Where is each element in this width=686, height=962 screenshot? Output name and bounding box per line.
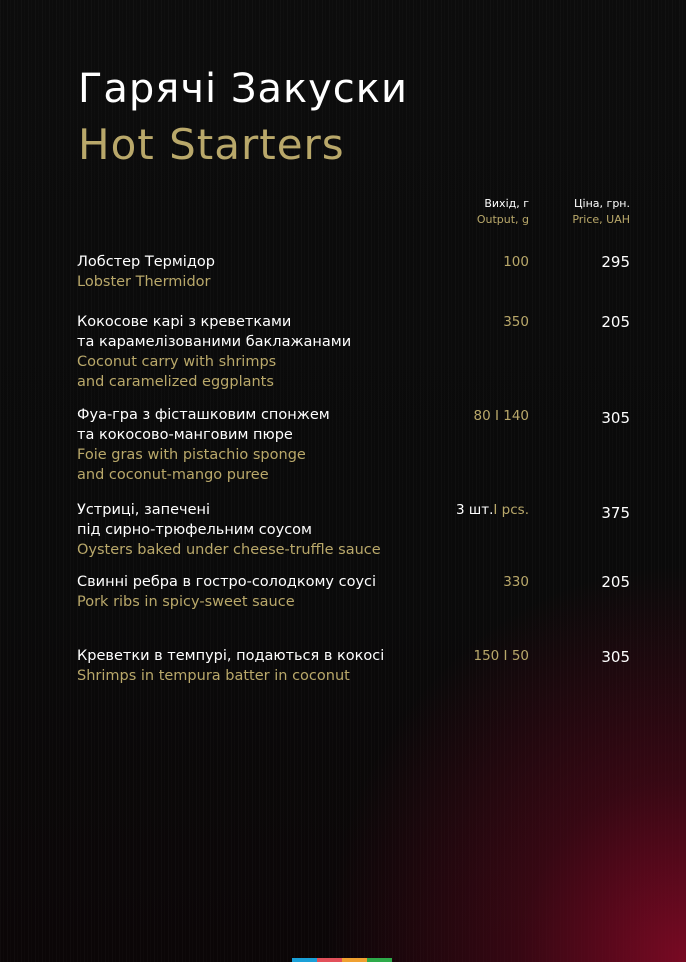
menu-item xyxy=(77,500,637,560)
menu-item xyxy=(77,252,637,292)
stripe-blue xyxy=(292,958,317,962)
dish-output-ua: 3 шт. xyxy=(456,502,494,518)
stripe-orange xyxy=(342,958,367,962)
dish-name-ua: Кокосове карі з креветками та карамелізованими баклажанами xyxy=(77,314,352,350)
dish-price: 375 xyxy=(601,504,630,522)
page-title-en: Hot Starters xyxy=(78,120,345,169)
dish-output: 150 I 50 xyxy=(473,648,529,664)
dish-name-en: Shrimps in tempura batter in coconut xyxy=(77,668,350,684)
dish-name-en: Foie gras with pistachio sponge and coconut-mango puree xyxy=(77,447,306,483)
menu-item xyxy=(77,572,637,612)
dish-name-ua: Лобстер Термідор xyxy=(77,254,215,270)
dish-price: 305 xyxy=(601,409,630,427)
dish-price: 305 xyxy=(601,648,630,666)
stripe-green xyxy=(367,958,392,962)
output-header-ua: Вихід, г xyxy=(484,197,529,210)
price-header-en: Price, UAH xyxy=(572,213,630,226)
dish-output xyxy=(456,502,529,518)
stripe-red xyxy=(317,958,342,962)
menu-item xyxy=(77,646,637,686)
dish-name-en: Pork ribs in spicy-sweet sauce xyxy=(77,594,295,610)
dish-output: 350 xyxy=(503,314,529,330)
dish-name-ua: Свинні ребра в гостро-солодкому соусі xyxy=(77,574,377,590)
dish-output: 330 xyxy=(503,574,529,590)
dish-name-en: Lobster Thermidor xyxy=(77,274,211,290)
footer-color-stripes xyxy=(292,958,392,962)
dish-price: 205 xyxy=(601,313,630,331)
dish-output-en: I pcs. xyxy=(493,502,529,518)
dish-name-en: Oysters baked under cheese-truffle sauce xyxy=(77,542,381,558)
price-header-ua: Ціна, грн. xyxy=(574,197,630,210)
dish-name-ua: Креветки в темпурі, подаються в кокосі xyxy=(77,648,385,664)
dish-name-en: Coconut carry with shrimps and caramelized eggplants xyxy=(77,354,277,390)
menu-item xyxy=(77,312,637,392)
dish-price: 295 xyxy=(601,253,630,271)
output-column-header xyxy=(477,196,529,228)
price-column-header xyxy=(572,196,630,228)
dish-price: 205 xyxy=(601,573,630,591)
dish-name-ua: Устриці, запечені під сирно-трюфельним соусом xyxy=(77,502,312,538)
dish-output: 100 xyxy=(503,254,529,270)
dish-output: 80 I 140 xyxy=(473,408,529,424)
output-header-en: Output, g xyxy=(476,213,529,226)
menu-item xyxy=(77,405,637,485)
dish-name-ua: Фуа-гра з фісташковим спонжем та кокосово-манговим пюре xyxy=(77,407,330,443)
page-title-ua: Гарячі Закуски xyxy=(78,66,408,112)
